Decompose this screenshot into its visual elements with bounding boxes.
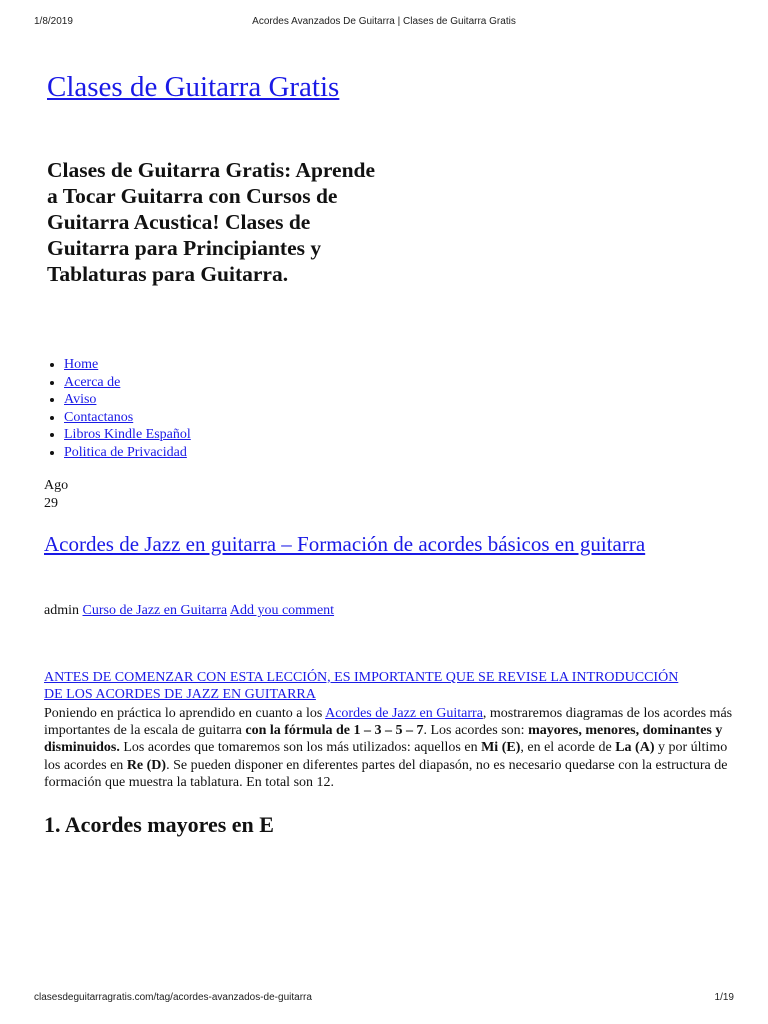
- print-url: clasesdeguitarragratis.com/tag/acordes-avanzados-de-guitarra: [34, 992, 312, 1003]
- site-description: Clases de Guitarra Gratis: Aprende a Tocar Guitarra con Cursos de Guitarra Acustica! Clases de Guitarra para Principiantes y Tablaturas para Guitarra.: [47, 158, 376, 286]
- intro-notice: [44, 669, 684, 703]
- post-body: [44, 705, 734, 791]
- section-heading: 1. Acordes mayores en E: [44, 812, 274, 837]
- body-formula: con la fórmula de 1 – 3 – 5 – 7: [245, 723, 424, 739]
- nav-link-home[interactable]: Home: [64, 357, 99, 372]
- post-author: admin: [44, 603, 79, 618]
- nav-link-contactanos[interactable]: Contactanos: [64, 409, 134, 425]
- body-text-3: . Los acordes son:: [423, 723, 529, 739]
- post-category-link[interactable]: Curso de Jazz en Guitarra: [82, 603, 228, 618]
- body-jazz-chords-link[interactable]: Acordes de Jazz en Guitarra: [325, 706, 483, 721]
- site-title: [47, 69, 377, 105]
- print-header: [34, 16, 734, 32]
- post-date-month: Ago: [44, 478, 69, 493]
- nav-item-libros-kindle: [64, 426, 191, 444]
- site-title-link[interactable]: Clases de Guitarra Gratis: [47, 71, 340, 103]
- nav-item-privacidad: [64, 444, 191, 462]
- nav-link-libros-kindle[interactable]: Libros Kindle Español: [64, 427, 191, 442]
- body-chord-types: mayores, menores, dominantes y disminuidos.: [44, 723, 723, 756]
- post-title-link[interactable]: Acordes de Jazz en guitarra – Formación de acordes básicos en guitarra: [44, 532, 646, 556]
- post-meta: [44, 602, 334, 619]
- nav-item-home: [64, 356, 191, 374]
- post-date-day: 29: [44, 495, 58, 511]
- body-chord-d: Re (D): [126, 757, 167, 773]
- nav-link-acerca-de[interactable]: Acerca de: [64, 374, 121, 390]
- nav-item-contactanos: [64, 409, 191, 427]
- body-text-2: , mostraremos diagramas de los acordes más importantes de la escala de guitarra: [44, 706, 733, 739]
- print-page-title: Acordes Avanzados De Guitarra | Clases de Guitarra Gratis: [252, 16, 516, 27]
- nav-item-aviso: [64, 391, 191, 409]
- nav-link-aviso[interactable]: Aviso: [64, 392, 97, 407]
- main-nav: [64, 356, 191, 461]
- body-text-7: . Se pueden disponer en diferentes partes del diapasón, no es necesario quedarse con la estructura de formación que muestra la tablatura. En total son 12.: [44, 757, 728, 790]
- print-date: 1/8/2019: [34, 16, 73, 27]
- post-date: [44, 477, 68, 512]
- body-chord-a: La (A): [615, 740, 655, 756]
- nav-link-privacidad[interactable]: Politica de Privacidad: [64, 444, 187, 460]
- post-title: [44, 531, 694, 557]
- print-footer: [34, 992, 734, 1008]
- body-text-5: , en el acorde de: [520, 740, 616, 756]
- intro-lesson-link[interactable]: ANTES DE COMENZAR CON ESTA LECCIÓN, ES IMPORTANTE QUE SE REVISE LA INTRODUCCIÓN DE LOS ACORDES DE JAZZ EN GUITARRA: [44, 670, 679, 702]
- body-text-4: Los acordes que tomaremos son los más utilizados: aquellos en: [119, 740, 482, 756]
- post-comment-link[interactable]: Add you comment: [229, 603, 335, 618]
- body-chord-e: Mi (E): [481, 740, 521, 756]
- nav-item-acerca-de: [64, 374, 191, 392]
- body-text-6: y por último los acordes en: [44, 740, 728, 773]
- body-text-1: Poniendo en práctica lo aprendido en cuanto a los: [44, 706, 326, 721]
- print-page-number: 1/19: [714, 992, 734, 1003]
